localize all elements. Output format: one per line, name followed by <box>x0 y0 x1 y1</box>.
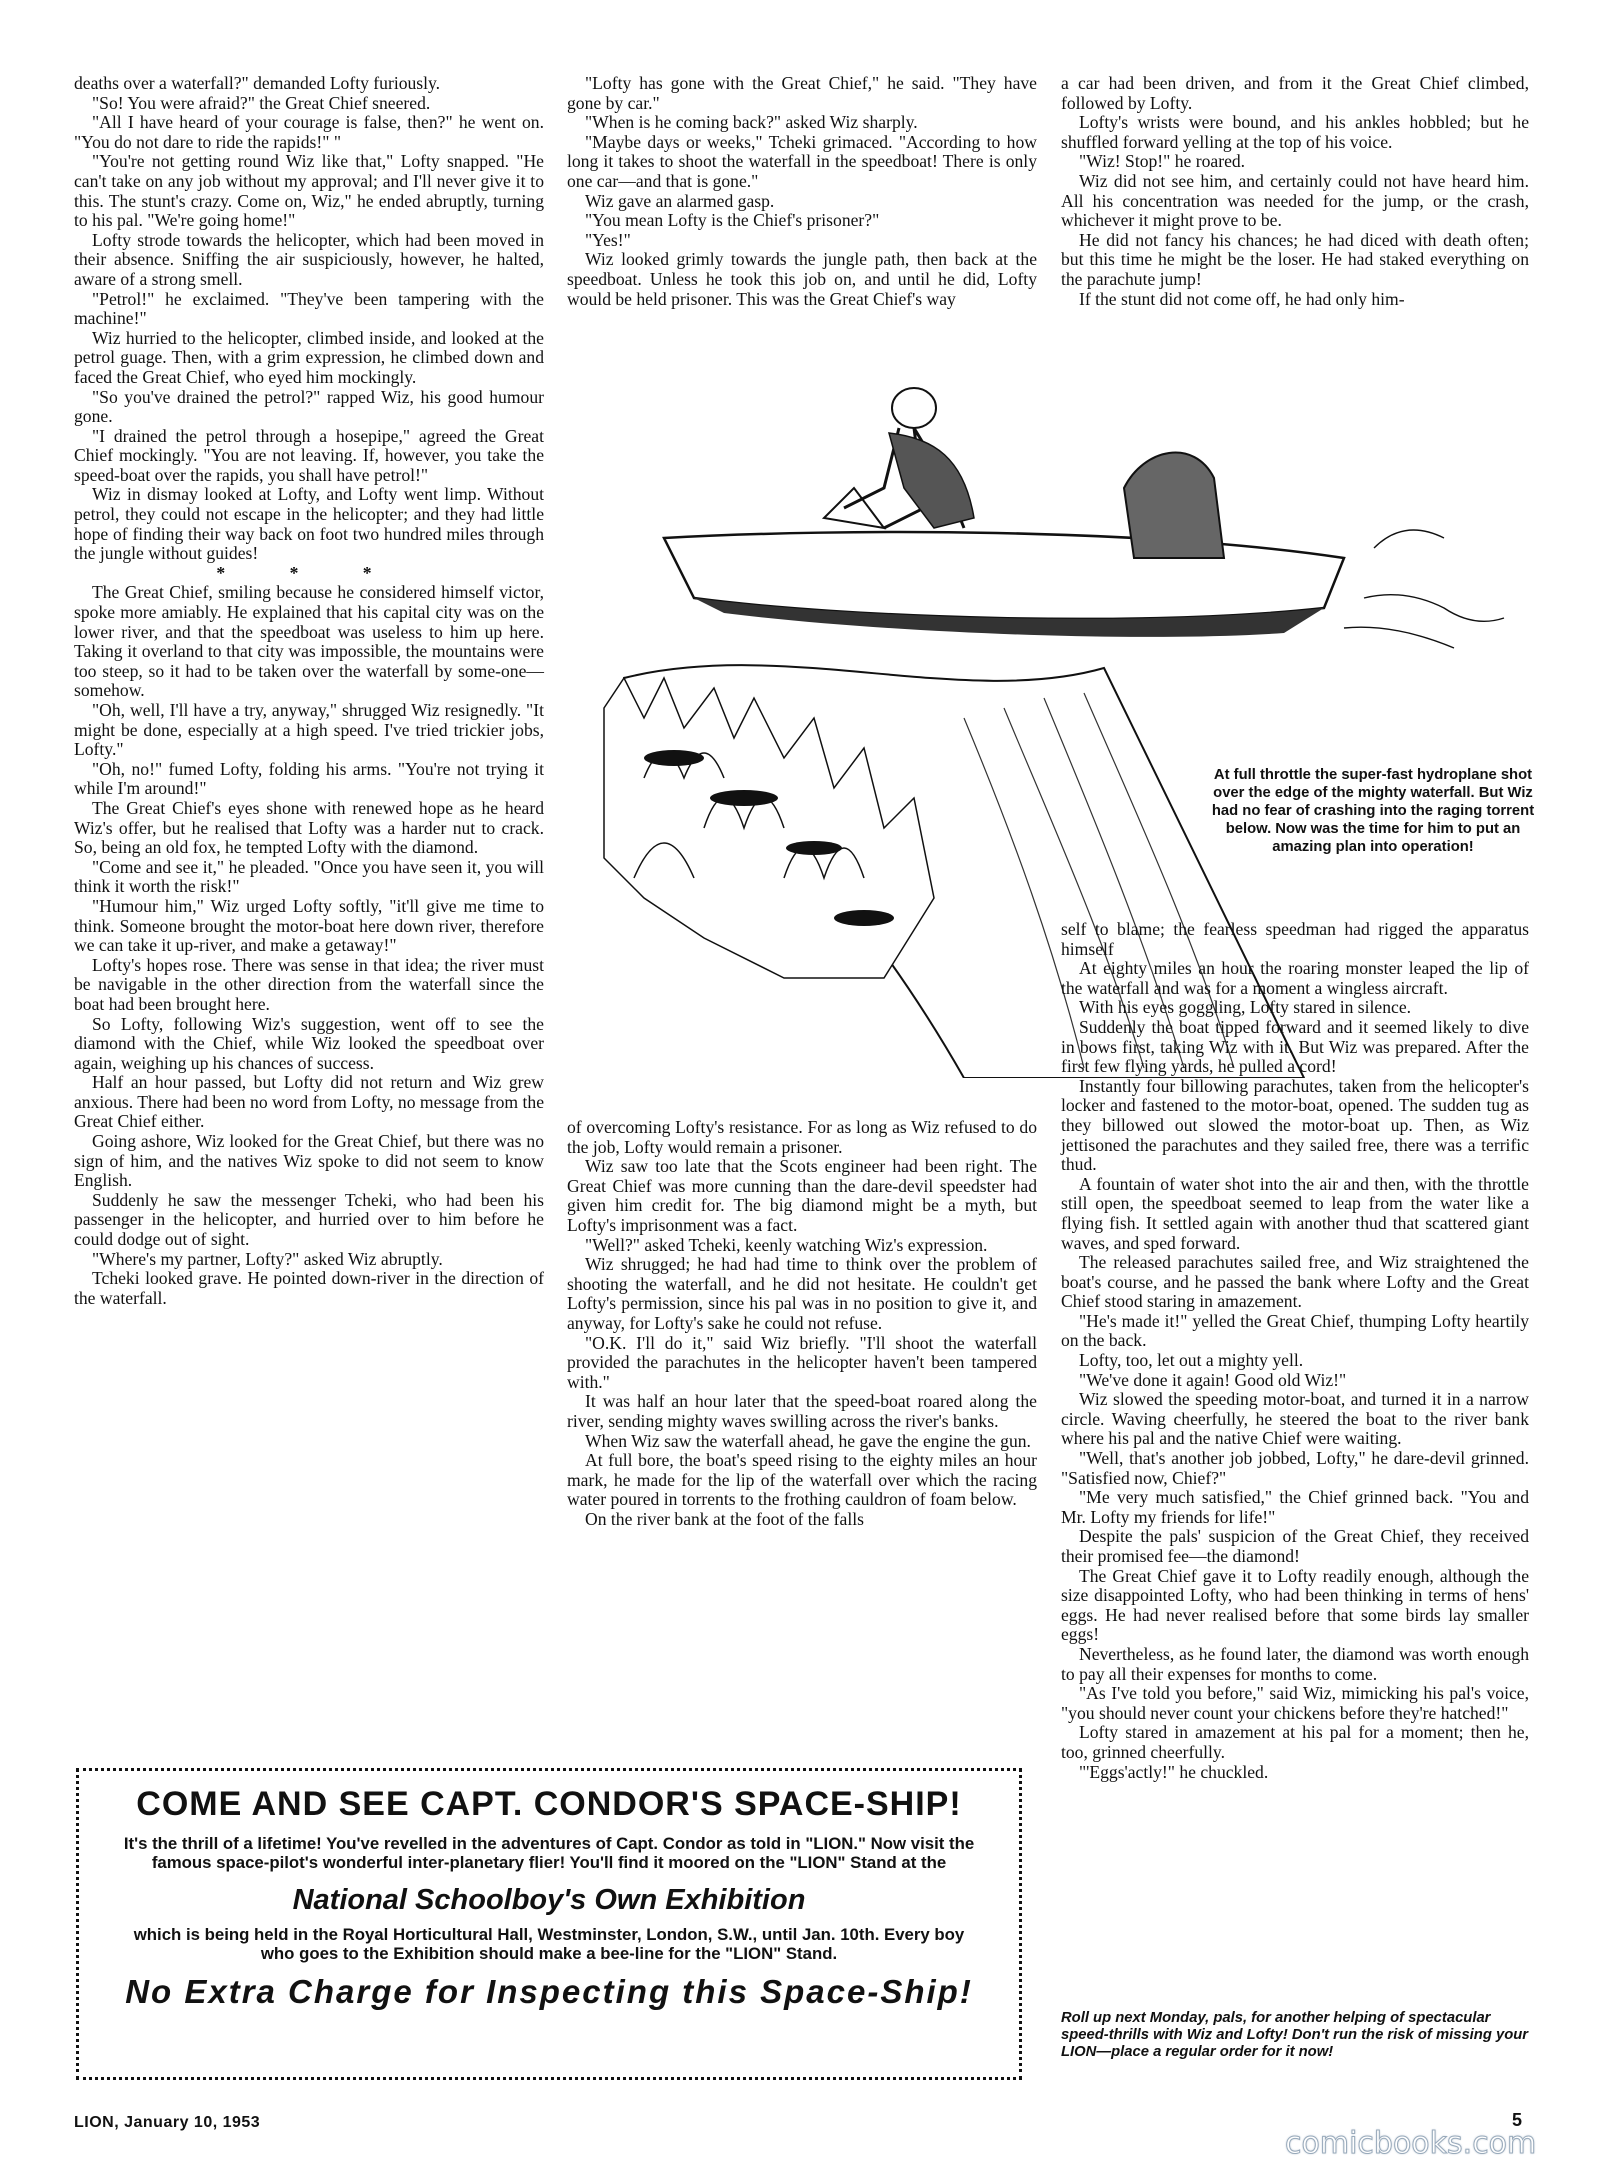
article-paragraph: a car had been driven, and from it the Great Chief climbed, followed by Lofty. <box>1061 73 1529 113</box>
article-paragraph: Tcheki looked grave. He pointed down-river in the direction of the waterfall. <box>74 1268 544 1308</box>
article-paragraph: "Where's my partner, Lofty?" asked Wiz abruptly. <box>92 1248 443 1269</box>
article-paragraph: Lofty's hopes rose. There was sense in that idea; the river must be navigable in the other direction from the waterfall since the boat had been brought here. <box>74 954 544 1014</box>
article-paragraph: Wiz did not see him, and certainly could not have heard him. All his concentration was needed for the jump, or the crash, whichever it might prove to be. <box>1061 170 1529 231</box>
article-paragraph: Wiz saw too late that the Scots engineer had been right. The Great Chief was more cunning than the dare-devil speedster had given him credit for. The big diamond might be a myth, but Lofty's imprisonment was a fact. <box>567 1156 1037 1235</box>
article-paragraph: "So you've drained the petrol?" rapped Wiz, his good humour gone. <box>74 386 544 427</box>
article-paragraph: Suddenly he saw the messenger Tcheki, who had been his passenger in the helicopter, and hurried over to him before he could dodge out of sight. <box>74 1189 544 1250</box>
article-paragraph: deaths over a waterfall?" demanded Lofty furiously. <box>74 73 441 93</box>
page-number: 5 <box>1512 2110 1523 2130</box>
article-paragraph: Despite the pals' suspicion of the Great Chief, they received their promised fee—the diamond! <box>1061 1526 1529 1566</box>
article-paragraph: At eighty miles an hour the roaring monster leaped the lip of the waterfall and was for a moment a wingless aircraft. <box>1061 958 1529 998</box>
article-paragraph: "Me very much satisfied," the Chief grinned back. "You and Mr. Lofty my friends for life!" <box>1061 1487 1529 1527</box>
article-paragraph: "Oh, well, I'll have a try, anyway," shrugged Wiz resignedly. "It might be done, especially at a high speed. I've tried trickier jobs, Lofty." <box>74 700 544 760</box>
advert-body-2: which is being held in the Royal Horticultural Hall, Westminster, London, S.W., until Jan. 10th. Every boy who goes to the Exhibition should make a bee-line for the "LION" Stand. <box>133 1925 965 1963</box>
article-paragraph: "I drained the petrol through a hosepipe," agreed the Great Chief mockingly. "You are not leaving. If, however, you take the speed-boat over the rapids, you shall have petrol!" <box>74 425 544 485</box>
article-paragraph: * * * <box>216 562 402 583</box>
article-paragraph: If the stunt did not come off, he had only him- <box>1079 288 1405 309</box>
article-paragraph: "We've done it again! Good old Wiz!" <box>1079 1369 1347 1390</box>
article-paragraph: "O.K. I'll do it," said Wiz briefly. "I'll shoot the waterfall provided the parachutes in the helicopter haven't been tampered with." <box>567 1332 1037 1392</box>
article-column-1 <box>74 74 544 1308</box>
article-paragraph: Half an hour passed, but Lofty did not return and Wiz grew anxious. There had been no word from Lofty, no message from the Great Chief either. <box>74 1072 545 1132</box>
article-column-2-top <box>567 74 1037 309</box>
article-column-3-top <box>1061 74 1529 309</box>
article-paragraph: "Yes!" <box>585 229 631 250</box>
article-paragraph: "He's made it!" yelled the Great Chief, thumping Lofty heartily on the back. <box>1061 1310 1529 1351</box>
article-paragraph: Wiz shrugged; he had had time to think over the problem of shooting the waterfall, and he did not hesitate. He couldn't get Lofty's permission, since his pal was in no position to give it, and anyway, for Lofty's sake he could not refuse. <box>567 1254 1037 1333</box>
article-paragraph: "When is he coming back?" asked Wiz sharply. <box>585 112 918 133</box>
article-paragraph: On the river bank at the foot of the falls <box>585 1508 864 1529</box>
article-paragraph: "Well?" asked Tcheki, keenly watching Wiz's expression. <box>585 1234 988 1255</box>
article-paragraph: "Well, that's another job jobbed, Lofty," he dare-devil grinned. "Satisfied now, Chief?" <box>1061 1448 1529 1488</box>
article-paragraph: Wiz in dismay looked at Lofty, and Lofty went limp. Without petrol, they could not escape in the helicopter; and they had little hope of finding their way back on foot two hundred miles through the jungle without guides! <box>74 484 544 564</box>
article-paragraph: self to blame; the fearless speedman had rigged the apparatus himself <box>1061 919 1529 959</box>
advert-tagline: No Extra Charge for Inspecting this Space-Ship! <box>125 1973 973 2010</box>
article-paragraph: "Maybe days or weeks," Tcheki grimaced. "According to how long it takes to shoot the waterfall in the speedboat! There is only one car—and that is gone." <box>567 131 1037 191</box>
article-paragraph: The Great Chief gave it to Lofty readily enough, although the size disappointed Lofty, who had been thinking in terms of hens' eggs. He had never realised before that some birds lay smaller eggs! <box>1061 1565 1529 1645</box>
article-column-2-bottom <box>567 1118 1037 1529</box>
article-paragraph: "You mean Lofty is the Chief's prisoner?" <box>585 210 880 231</box>
article-paragraph: of overcoming Lofty's resistance. For as long as Wiz refused to do the job, Lofty would remain a prisoner. <box>567 1117 1037 1157</box>
advert-exhibition-name: National Schoolboy's Own Exhibition <box>292 1884 806 1916</box>
article-paragraph: Suddenly the boat tipped forward and it seemed likely to dive in bows first, taking Wiz with it. But Wiz was prepared. After the first few flying yards, he pulled a cord! <box>1061 1016 1529 1077</box>
article-paragraph: Wiz slowed the speeding motor-boat, and turned it in a narrow circle. Waving cheerfully, he steered the boat to the river bank where his pal and the native Chief were waiting. <box>1061 1389 1529 1449</box>
article-paragraph: Lofty strode towards the helicopter, which had been moved in their absence. Sniffing the air suspiciously, however, he halted, aware of a strong smell. <box>74 229 544 289</box>
article-paragraph: "Wiz! Stop!" he roared. <box>1079 151 1246 172</box>
article-paragraph: "So! You were afraid?" the Great Chief sneered. <box>92 92 431 113</box>
article-paragraph: Lofty's wrists were bound, and his ankles hobbled; but he shuffled forward yelling at the top of his voice. <box>1061 112 1529 152</box>
article-paragraph: Going ashore, Wiz looked for the Great Chief, but there was no sign of him, and the natives Wiz spoke to did not seem to know English. <box>74 1131 544 1191</box>
article-paragraph: "Come and see it," he pleaded. "Once you have seen it, you will think it worth the risk!" <box>74 856 544 897</box>
article-paragraph: Wiz gave an alarmed gasp. <box>585 190 775 211</box>
article-column-3-bottom <box>1061 920 1529 1782</box>
article-paragraph: Instantly four billowing parachutes, taken from the helicopter's locker and fastened to the motor-boat, opened. The sudden tug as they billowed out slowed the motor-boat up. Then, as Wiz jettisoned the parachutes and they sailed free, there was a terrific thud. <box>1061 1075 1529 1175</box>
site-watermark: comicbooks.com <box>1285 2126 1537 2161</box>
advert-headline: COME AND SEE CAPT. CONDOR'S SPACE-SHIP! <box>136 1785 962 1823</box>
article-paragraph: "Petrol!" he exclaimed. "They've been tampering with the machine!" <box>74 288 544 329</box>
article-paragraph: "Lofty has gone with the Great Chief," he said. "They have gone by car." <box>567 73 1037 113</box>
article-paragraph: So Lofty, following Wiz's suggestion, went off to see the diamond with the Chief, while Wiz looked the speedboat over again, weighing up his chances of success. <box>74 1013 544 1073</box>
advert-body-1: It's the thrill of a lifetime! You've revelled in the adventures of Capt. Condor as told in "LION." Now visit the famous space-pilot's wonderful inter-planetary flier! You'll find it moored on the "LION" Stand at the <box>123 1834 975 1872</box>
article-paragraph: Wiz looked grimly towards the jungle path, then back at the speedboat. Unless he took this job on, and until he did, Lofty would be held prisoner. This was the Great Chief's way <box>567 249 1037 309</box>
article-paragraph: "All I have heard of your courage is false, then?" he went on. "You do not dare to ride the rapids!" " <box>74 112 544 152</box>
next-week-notice: Roll up next Monday, pals, for another helping of spectacular speed-thrills with Wiz and Lofty! Don't run the risk of missing your LION—place a regular order for it now! <box>1061 2010 1529 2060</box>
article-paragraph: "You're not getting round Wiz like that," Lofty snapped. "He can't take on any job without my approval; and I'll never give it to this. The stunt's crazy. Come on, Wiz," he ended abruptly, turning to his pal. "We're going home!" <box>74 151 544 231</box>
issue-footer: LION, January 10, 1953 <box>74 2114 261 2131</box>
article-paragraph: With his eyes goggling, Lofty stared in silence. <box>1079 997 1412 1018</box>
article-paragraph: It was half an hour later that the speed-boat roared along the river, sending mighty waves swilling across the river's banks. <box>567 1391 1037 1431</box>
article-paragraph: When Wiz saw the waterfall ahead, he gave the engine the gun. <box>585 1430 1031 1451</box>
article-paragraph: Nevertheless, as he found later, the diamond was worth enough to pay all their expenses for months to come. <box>1061 1643 1529 1684</box>
article-paragraph: The released parachutes sailed free, and Wiz straightened the boat's course, and he passed the bank where Lofty and the Great Chief stood staring in amazement. <box>1061 1252 1529 1312</box>
article-paragraph: At full bore, the boat's speed rising to the eighty miles an hour mark, he made for the lip of the waterfall over which the racing water poured in torrents to the frothing cauldron of foam below. <box>567 1450 1037 1510</box>
article-paragraph: The Great Chief, smiling because he considered himself victor, spoke more amiably. He explained that his capital city was on the lower river, and that the speedboat was useless to him up here. Taking it overland to that city was impossible, the mountains were too steep, so it had to be taken over the waterfall by some-one—somehow. <box>74 582 544 701</box>
article-paragraph: "Oh, no!" fumed Lofty, folding his arms. "You're not trying it while I'm around!" <box>74 758 544 799</box>
article-paragraph: Lofty, too, let out a mighty yell. <box>1079 1350 1304 1371</box>
article-paragraph: A fountain of water shot into the air and then, with the throttle still open, the speedboat seemed to leap from the water like a flying fish. It settled again with another thud that scattered giant waves, and sped forward. <box>1061 1173 1529 1253</box>
illustration-caption: At full throttle the super-fast hydroplane shot over the edge of the mighty waterfall. But Wiz had no fear of crashing into the raging torrent below. Now was the time for him to put an amazing plan into operation! <box>1211 767 1535 855</box>
exhibition-advert <box>76 1768 1022 2080</box>
article-paragraph: He did not fancy his chances; he had diced with death often; but this time he might be the loser. He had staked everything on the parachute jump! <box>1061 229 1529 289</box>
article-paragraph: Wiz hurried to the helicopter, climbed inside, and looked at the petrol guage. Then, with a grim expression, he climbed down and faced the Great Chief, who eyed him mockingly. <box>74 327 544 387</box>
article-paragraph: Lofty stared in amazement at his pal for a moment; then he, too, grinned cheerfully. <box>1061 1722 1529 1762</box>
article-paragraph: "As I've told you before," said Wiz, mimicking his pal's voice, "you should never count your chickens before they're hatched!" <box>1061 1683 1529 1723</box>
article-paragraph: The Great Chief's eyes shone with renewed hope as he heard Wiz's offer, but he realised that Lofty was a harder nut to crack. So, being an old fox, he tempted Lofty with the diamond. <box>74 797 544 858</box>
article-paragraph: "Humour him," Wiz urged Lofty softly, "it'll give me time to think. Someone brought the motor-boat here down river, therefore we can take it up-river, and make a getaway!" <box>74 895 544 956</box>
article-paragraph: "'Eggs'actly!" he chuckled. <box>1079 1761 1269 1782</box>
